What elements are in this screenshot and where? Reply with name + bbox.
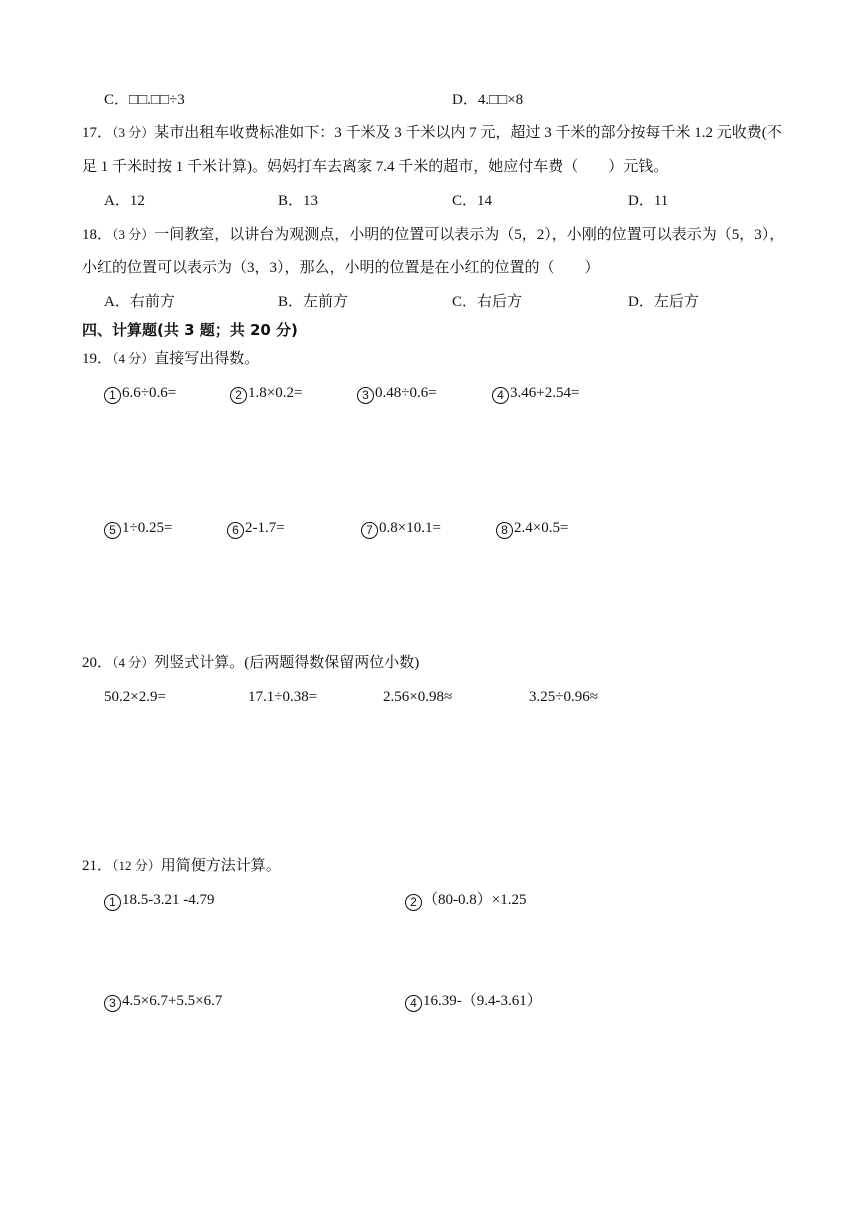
question-score: （4 分） [112, 655, 155, 670]
question-text: 直接写出得数。 [154, 351, 260, 367]
circled-number: 8 [496, 522, 513, 539]
circled-number: 3 [357, 387, 374, 404]
question-21-prompt [82, 856, 281, 876]
question-text: 列竖式计算。(后两题得数保留两位小数) [154, 655, 420, 671]
circled-number: 7 [361, 522, 378, 539]
q20-item-1: 50.2×2.9= [104, 689, 166, 705]
expression: 18.5-3.21 -4.79 [122, 892, 215, 908]
expression: 4.5×6.7+5.5×6.7 [122, 993, 223, 1009]
q21-item-4 [405, 991, 542, 1012]
question-score: （3 分） [112, 227, 155, 242]
question-score: （12 分） [112, 858, 161, 873]
question-text: 某市出租车收费标准如下：3 千米及 3 千米以内 7 元，超过 3 千米的部分按每千米 1.2 元收费(不 [154, 125, 782, 141]
q18-option-c: C．右后方 [452, 294, 523, 310]
q16-option-d: D．4.□□×8 [452, 92, 524, 108]
circled-number: 4 [492, 387, 509, 404]
expression: 1÷0.25= [122, 520, 173, 536]
circled-number: 1 [104, 387, 121, 404]
expression: （80-0.8）×1.25 [423, 892, 527, 908]
question-number: 19． [82, 351, 113, 367]
q19-item-4 [492, 383, 579, 404]
circled-number: 5 [104, 522, 121, 539]
q19-item-3 [357, 383, 437, 404]
q19-item-8 [496, 518, 568, 539]
q20-item-3: 2.56×0.98≈ [383, 689, 453, 705]
expression: 3.46+2.54= [510, 385, 580, 401]
circled-number: 2 [230, 387, 247, 404]
question-number: 17． [82, 125, 113, 141]
expression: 16.39-（9.4-3.61） [423, 993, 542, 1009]
section-heading: 四、计算题(共 3 题；共 20 分) [82, 321, 298, 339]
circled-number: 6 [227, 522, 244, 539]
question-text: 一间教室，以讲台为观测点，小明的位置可以表示为（5，2），小刚的位置可以表示为（5，3）， [154, 227, 785, 243]
q17-option-c: C．14 [452, 193, 493, 209]
circled-number: 3 [104, 995, 121, 1012]
q17-option-a: A．12 [104, 193, 145, 209]
q20-item-4: 3.25÷0.96≈ [529, 689, 598, 705]
question-18-line2: 小红的位置可以表示为（3，3），那么，小明的位置是在小红的位置的（ ） [82, 260, 600, 276]
circled-number: 2 [405, 894, 422, 911]
question-19-prompt [82, 349, 259, 369]
q19-item-2 [230, 383, 302, 404]
q19-item-5 [104, 518, 172, 539]
question-number: 21． [82, 858, 113, 874]
question-text: 用简便方法计算。 [160, 858, 281, 874]
question-number: 18． [82, 227, 113, 243]
expression: 0.8×10.1= [379, 520, 441, 536]
question-18-line1 [82, 225, 784, 245]
q21-item-2 [405, 890, 526, 911]
q21-item-3 [104, 991, 222, 1012]
circled-number: 4 [405, 995, 422, 1012]
q18-option-b: B．左前方 [278, 294, 349, 310]
question-17-line2: 足 1 千米时按 1 千米计算)。妈妈打车去离家 7.4 千米的超市，她应付车费（ ）元钱。 [82, 159, 669, 175]
q20-item-2: 17.1÷0.38= [248, 689, 318, 705]
expression: 6.6÷0.6= [122, 385, 177, 401]
expression: 2.4×0.5= [514, 520, 569, 536]
question-17-line1 [82, 123, 782, 143]
q17-option-b: B．13 [278, 193, 319, 209]
expression: 1.8×0.2= [248, 385, 303, 401]
q19-item-1 [104, 383, 176, 404]
q16-option-c: C．□□.□□÷3 [104, 92, 185, 108]
question-number: 20． [82, 655, 113, 671]
expression: 2-1.7= [245, 520, 285, 536]
circled-number: 1 [104, 894, 121, 911]
q19-item-6 [227, 518, 285, 539]
q18-option-d: D．左后方 [628, 294, 699, 310]
q19-item-7 [361, 518, 441, 539]
expression: 0.48÷0.6= [375, 385, 437, 401]
q18-option-a: A．右前方 [104, 294, 175, 310]
q17-option-d: D．11 [628, 193, 669, 209]
question-score: （4 分） [112, 351, 155, 366]
q21-item-1 [104, 890, 215, 911]
question-20-prompt [82, 653, 419, 673]
question-score: （3 分） [112, 125, 155, 140]
